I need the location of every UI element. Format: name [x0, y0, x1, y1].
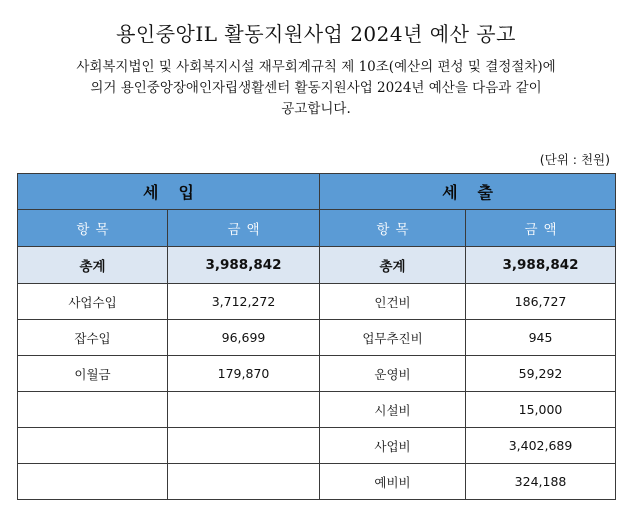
expense-item-amount: 186,727: [466, 284, 616, 320]
table-row: [18, 284, 616, 320]
expense-item-label: 시설비: [320, 392, 466, 428]
expense-item-label: 운영비: [320, 356, 466, 392]
total-row: [18, 247, 616, 284]
expense-item-label: 업무추진비: [320, 320, 466, 356]
revenue-section-header: 세입: [18, 174, 320, 210]
table-row: [18, 428, 616, 464]
revenue-item-amount: 96,699: [168, 320, 320, 356]
budget-table: [17, 173, 616, 500]
expense-item-amount: 15,000: [466, 392, 616, 428]
empty-cell: [18, 392, 168, 428]
expense-item-label: 예비비: [320, 464, 466, 500]
column-header-row: [18, 210, 616, 247]
revenue-item-label: 사업수입: [18, 284, 168, 320]
expense-total-amount: 3,988,842: [466, 247, 616, 284]
expense-item-amount: 3,402,689: [466, 428, 616, 464]
revenue-total-label: 총계: [18, 247, 168, 284]
empty-cell: [18, 428, 168, 464]
page-title: 용인중앙IL 활동지원사업 2024년 예산 공고: [116, 22, 516, 46]
expense-item-amount: 324,188: [466, 464, 616, 500]
unit-note: (단위 : 천원): [539, 152, 610, 167]
intro-line-3: 공고합니다.: [281, 101, 351, 117]
expense-item-label: 인건비: [320, 284, 466, 320]
revenue-total-amount: 3,988,842: [168, 247, 320, 284]
section-header-row: [18, 174, 616, 210]
revenue-item-header: 항목: [18, 210, 168, 247]
empty-cell: [18, 464, 168, 500]
revenue-item-amount: 179,870: [168, 356, 320, 392]
expense-item-amount: 59,292: [466, 356, 616, 392]
empty-cell: [168, 392, 320, 428]
empty-cell: [168, 464, 320, 500]
revenue-item-label: 이월금: [18, 356, 168, 392]
intro-line-1: 사회복지법인 및 사회복지시설 재무회계규칙 제 10조(예산의 편성 및 결정절차)에: [76, 59, 556, 75]
intro-line-2: 의거 용인중앙장애인자립생활센터 활동지원사업 2024년 예산을 다음과 같이: [90, 80, 542, 96]
expense-item-label: 사업비: [320, 428, 466, 464]
expense-total-label: 총계: [320, 247, 466, 284]
empty-cell: [168, 428, 320, 464]
table-row: [18, 320, 616, 356]
revenue-item-amount: 3,712,272: [168, 284, 320, 320]
expense-item-header: 항목: [320, 210, 466, 247]
expense-amount-header: 금액: [466, 210, 616, 247]
table-row: [18, 392, 616, 428]
revenue-item-label: 잡수입: [18, 320, 168, 356]
table-row: [18, 464, 616, 500]
expense-item-amount: 945: [466, 320, 616, 356]
revenue-amount-header: 금액: [168, 210, 320, 247]
intro-paragraph: [24, 57, 608, 120]
expense-section-header: 세출: [320, 174, 616, 210]
table-row: [18, 356, 616, 392]
